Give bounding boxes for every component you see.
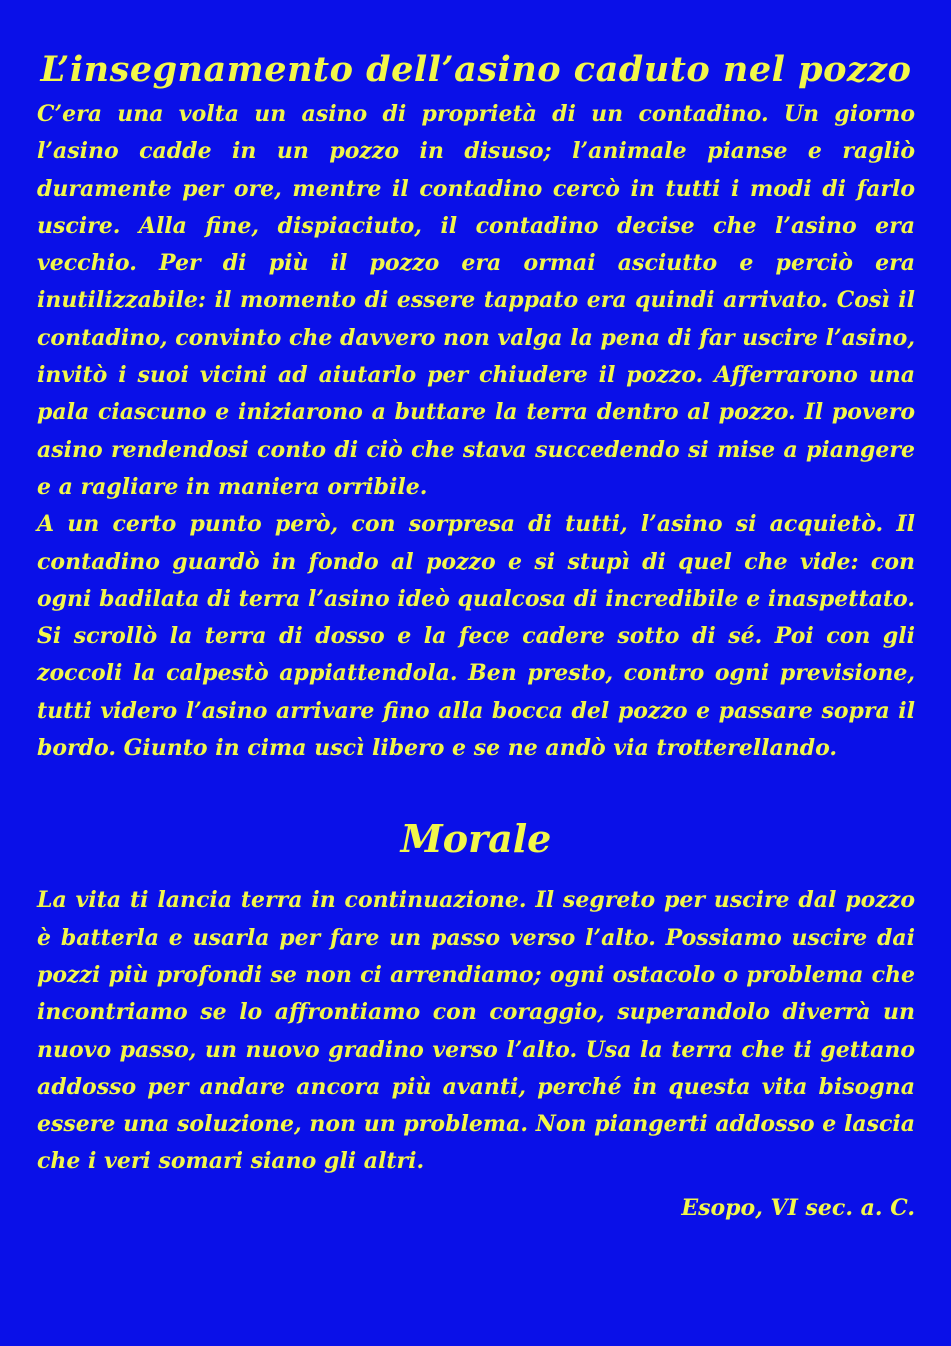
moral-paragraph: La vita ti lancia terra in continuazione. Il segreto per uscire dal pozzo è batterla e usarla per fare un passo verso l’alto. Possiamo uscire dai pozzi più profondi se non ci arrendiamo; ogni ostacolo o problema che incontriamo se lo affrontiamo con coraggio, superandolo diverrà un nuovo passo, un nuovo gradino verso l’alto. Usa la terra che ti gettano addosso per andare ancora più avanti, perché in questa vita bisogna essere una soluzione, non un problema. Non piangerti addosso e lascia che i veri somari siano gli altri. (37, 887, 915, 1175)
attribution: Esopo, VI sec. a. C. (681, 1194, 915, 1221)
document-page (37, 40, 915, 1223)
story-title: L’insegnamento dell’asino caduto nel pozzo (40, 49, 912, 90)
story-paragraph-2: A un certo punto però, con sorpresa di tutti, l’asino si acquietò. Il contadino guardò in fondo al pozzo e si stupì di quel che vide: con ogni badilata di terra l’asino ideò qualcosa di incredibile e inaspettato. Si scrollò la terra di dosso e la fece cadere sotto di sé. Poi con gli zoccoli la calpestò appiattendola. Ben presto, contro ogni previsione, tutti videro l’asino arrivare fino alla bocca del pozzo e passare sopra il bordo. Giunto in cima uscì libero e se ne andò via trotterellando. (37, 511, 915, 762)
story-paragraph-1: C’era una volta un asino di proprietà di un contadino. Un giorno l’asino cadde in un pozzo in disuso; l’animale pianse e ragliò duramente per ore, mentre il contadino cercò in tutti i modi di farlo uscire. Alla fine, dispiaciuto, il contadino decise che l’asino era vecchio. Per di più il pozzo era ormai asciutto e perciò era inutilizzabile: il momento di essere tappato era quindi arrivato. Così il contadino, convinto che davvero non valga la pena di far uscire l’asino, invitò i suoi vicini ad aiutarlo per chiudere il pozzo. Afferrarono una pala ciascuno e iniziarono a buttare la terra dentro al pozzo. Il povero asino rendendosi conto di ciò che stava succedendo si mise a piangere e a ragliare in maniera orribile. (37, 101, 915, 500)
moral-title: Morale (400, 816, 552, 862)
